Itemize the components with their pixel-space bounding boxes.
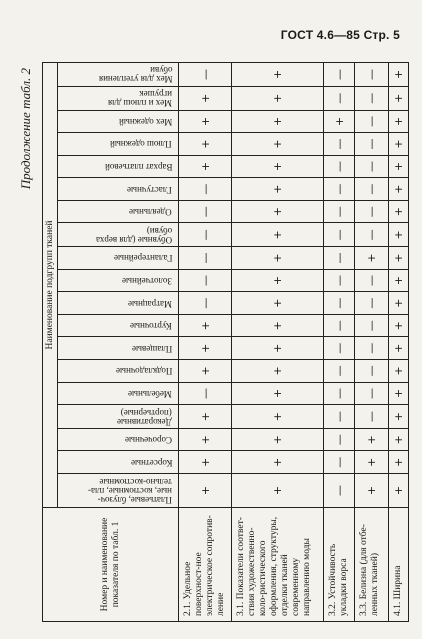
fabric-column-header — [58, 86, 179, 110]
applicability-mark: + — [179, 133, 232, 156]
fabric-column-header — [58, 337, 179, 360]
applicability-mark: + — [389, 314, 409, 337]
applicability-mark: + — [389, 451, 409, 474]
applicability-mark: — — [324, 314, 355, 337]
applicability-mark: + — [232, 428, 324, 451]
applicability-mark: + — [324, 110, 355, 133]
indicator-label: 4.1. Ширина — [389, 507, 409, 621]
fabric-name: Декоративные (портьерные) — [117, 407, 172, 427]
applicability-mark: + — [389, 428, 409, 451]
applicability-mark: — — [355, 200, 389, 223]
applicability-mark: — — [324, 133, 355, 156]
fabric-name: Одеяльные — [129, 207, 172, 218]
fabric-name: Матрацные — [128, 298, 172, 309]
fabric-column-header — [58, 178, 179, 201]
fabric-column-header — [58, 63, 179, 87]
applicability-mark: + — [389, 360, 409, 383]
fabric-name: Мебельные — [128, 388, 172, 399]
applicability-mark: — — [355, 360, 389, 383]
fabric-name: Мех одежный — [118, 116, 172, 127]
applicability-mark: — — [355, 155, 389, 178]
applicability-mark: + — [179, 405, 232, 429]
applicability-mark: + — [389, 405, 409, 429]
applicability-mark: — — [355, 178, 389, 201]
applicability-mark: + — [389, 474, 409, 508]
table-row — [232, 63, 324, 622]
applicability-mark: + — [179, 155, 232, 178]
fabric-column-header — [58, 292, 179, 315]
fabric-name: Обувные (для верха обуви) — [95, 225, 172, 245]
applicability-mark: + — [389, 337, 409, 360]
applicability-mark: + — [179, 428, 232, 451]
applicability-mark: + — [232, 314, 324, 337]
applicability-mark: — — [324, 382, 355, 405]
continuation-label: Продолжение табл. 2 — [18, 68, 33, 190]
applicability-mark: — — [324, 405, 355, 429]
indicator-label: 2.1. Удельное поверхност-ное электрическое сопротив-ление — [179, 507, 232, 621]
fabric-column-header — [58, 269, 179, 292]
applicability-mark: + — [389, 382, 409, 405]
table-row — [389, 63, 409, 622]
rotated-table-area — [18, 62, 408, 622]
applicability-mark: — — [355, 405, 389, 429]
applicability-mark: + — [232, 155, 324, 178]
applicability-mark: + — [179, 337, 232, 360]
applicability-mark: — — [179, 292, 232, 315]
applicability-mark: + — [232, 86, 324, 110]
applicability-mark: — — [355, 133, 389, 156]
number-header: Номер и наименование показателя по табл. 1 — [43, 507, 179, 621]
applicability-mark: — — [355, 223, 389, 247]
table-row — [355, 63, 389, 622]
applicability-mark: + — [179, 451, 232, 474]
applicability-mark: + — [179, 314, 232, 337]
applicability-mark: + — [232, 405, 324, 429]
applicability-mark: + — [389, 292, 409, 315]
applicability-mark: + — [232, 474, 324, 508]
fabric-column-header — [58, 314, 179, 337]
applicability-mark: — — [355, 314, 389, 337]
applicability-mark: — — [179, 223, 232, 247]
applicability-mark: — — [355, 86, 389, 110]
applicability-mark: + — [389, 86, 409, 110]
applicability-mark: + — [179, 360, 232, 383]
rotated-content — [18, 62, 408, 622]
applicability-mark: — — [355, 337, 389, 360]
fabric-name: Сорочечные — [125, 435, 172, 446]
fabric-column-header — [58, 382, 179, 405]
table-row — [179, 63, 232, 622]
applicability-mark: + — [389, 63, 409, 87]
applicability-mark: + — [179, 86, 232, 110]
applicability-mark: — — [324, 63, 355, 87]
applicability-mark: + — [355, 428, 389, 451]
applicability-mark: + — [389, 155, 409, 178]
applicability-mark: — — [179, 247, 232, 270]
fabric-name: Вархат платьевой — [104, 162, 172, 173]
applicability-mark: — — [179, 382, 232, 405]
applicability-mark: — — [324, 292, 355, 315]
applicability-mark: — — [324, 269, 355, 292]
fabric-column-header — [58, 223, 179, 247]
fabric-name: Галантерейные — [113, 253, 172, 264]
applicability-mark: — — [324, 223, 355, 247]
applicability-mark: + — [232, 360, 324, 383]
applicability-mark: + — [232, 247, 324, 270]
applicability-mark: + — [232, 292, 324, 315]
group-header: Наименование подгрупп тканей — [43, 63, 58, 508]
applicability-mark: + — [232, 223, 324, 247]
applicability-mark: + — [389, 223, 409, 247]
fabric-name: Золотчейные — [122, 276, 172, 287]
fabric-column-header — [58, 405, 179, 429]
applicability-mark: — — [324, 428, 355, 451]
applicability-mark: — — [324, 337, 355, 360]
applicability-mark: — — [355, 292, 389, 315]
fabric-name: Мех для утепления обуви — [98, 65, 172, 85]
applicability-mark: — — [324, 155, 355, 178]
fabric-column-header — [58, 133, 179, 156]
applicability-mark: + — [355, 247, 389, 270]
applicability-mark: + — [232, 110, 324, 133]
table-body — [179, 63, 409, 622]
applicability-mark: + — [179, 110, 232, 133]
applicability-mark: + — [389, 269, 409, 292]
fabric-column-header — [58, 155, 179, 178]
applicability-mark: — — [324, 200, 355, 223]
fabric-column-header — [58, 474, 179, 508]
fabric-name: Подкладочные — [115, 366, 172, 377]
applicability-mark: — — [324, 451, 355, 474]
applicability-mark: + — [232, 451, 324, 474]
fabric-name: Мех и плюш для игрушек — [108, 89, 172, 109]
applicability-mark: — — [355, 382, 389, 405]
applicability-mark: — — [324, 86, 355, 110]
applicability-mark: + — [232, 63, 324, 87]
applicability-mark: + — [232, 382, 324, 405]
applicability-mark: + — [232, 337, 324, 360]
applicability-mark: + — [232, 133, 324, 156]
indicator-label: 3.3. Белизна (для отбе-ленных тканей) — [355, 507, 389, 621]
fabric-name: Корсетные — [130, 457, 172, 468]
applicability-mark: — — [179, 269, 232, 292]
table-row — [324, 63, 355, 622]
fabric-name: Плюш одежный — [110, 139, 172, 150]
applicability-mark: — — [179, 178, 232, 201]
applicability-mark: + — [389, 133, 409, 156]
fabric-column-header — [58, 200, 179, 223]
fabric-name: Курточные — [130, 321, 172, 332]
applicability-mark: — — [179, 63, 232, 87]
applicability-mark: + — [389, 110, 409, 133]
indicator-label: 3.1. Показатели соответ-ствия художественно-коло-ристического оформления, структуры, отделки тканей современному направлению моды — [232, 507, 324, 621]
page-header: ГОСТ 4.6—85 Стр. 5 — [280, 28, 400, 42]
applicability-mark: + — [355, 474, 389, 508]
fabric-column-header — [58, 428, 179, 451]
applicability-mark: — — [324, 178, 355, 201]
fabric-name: Плащевые — [131, 343, 172, 354]
fabric-column-header — [58, 247, 179, 270]
applicability-mark: — — [179, 200, 232, 223]
fabric-column-header — [58, 110, 179, 133]
fabric-name: Гластучные — [127, 184, 172, 195]
applicability-mark: — — [355, 269, 389, 292]
fabric-column-header — [58, 360, 179, 383]
applicability-mark: — — [324, 360, 355, 383]
fabric-column-header — [58, 451, 179, 474]
applicability-mark: + — [355, 451, 389, 474]
indicator-label: 3.2. Устойчивость укладки ворса — [324, 507, 355, 621]
applicability-mark: — — [355, 110, 389, 133]
applicability-mark: + — [389, 200, 409, 223]
applicability-mark: + — [232, 269, 324, 292]
applicability-mark: — — [324, 247, 355, 270]
applicability-mark: — — [324, 474, 355, 508]
applicability-mark: + — [232, 178, 324, 201]
applicability-mark: — — [355, 63, 389, 87]
applicability-mark: + — [389, 178, 409, 201]
applicability-mark: + — [389, 247, 409, 270]
applicability-mark: + — [179, 474, 232, 508]
fabric-name: Платьевые, блузоч- ные, костюмные, пла- тельно-костюмные — [88, 477, 172, 506]
applicability-mark: + — [232, 200, 324, 223]
indicator-table — [42, 62, 409, 622]
